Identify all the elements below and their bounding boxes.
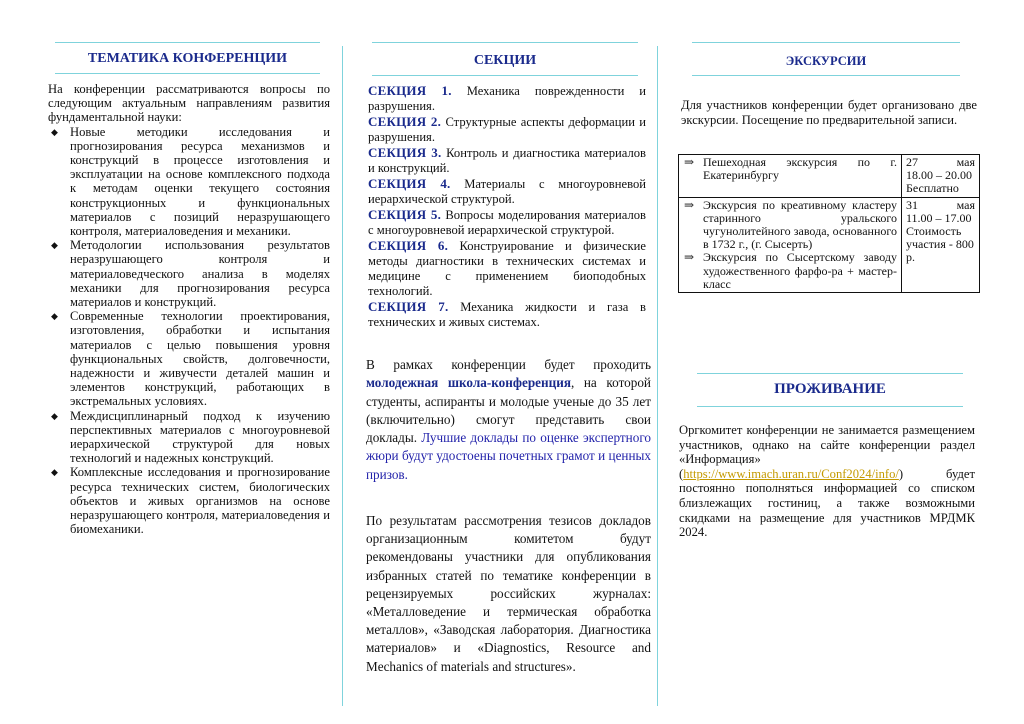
section-item: СЕКЦИЯ 5. Вопросы моделирования материалов с многоуровневой иерархической структурой. — [368, 207, 646, 237]
topic-item: ◆ Новые методики исследования и прогнозирования ресурса механизмов и конструкций в процессе изготовления и эксплуатации на основе комплексного подхода к методам оценки текущего состояния конструкционных и функциональных материалов с позиций неразрушающего контроля, материаловедения и механики. — [51, 124, 330, 239]
heading-rule-bottom — [697, 406, 963, 407]
topic-item: ◆ Комплексные исследования и прогнозирование ресурса технических систем, биологических объектов и живых организмов на основе неразрушающего контроля, материаловедения и биомеханики. — [51, 465, 330, 537]
topic-item: ◆ Междисциплинарный подход к изучению перспективных материалов с многоуровневой иерархической структурой для новых технологий и надежных конструкций. — [51, 408, 330, 466]
topics-heading: ТЕМАТИКА КОНФЕРЕНЦИИ — [87, 51, 288, 66]
section-item: СЕКЦИЯ 1. Механика поврежденности и разрушения. — [368, 83, 647, 113]
table-row — [679, 197, 980, 292]
bullet-diamond-icon: ◆ — [51, 240, 58, 251]
topics-block — [48, 82, 330, 537]
section-item: СЕКЦИЯ 3. Контроль и диагностика материалов и конструкций. — [368, 145, 647, 175]
topics-intro: На конференции рассматриваются вопросы по следующим актуальным направлениям развития фундаментальной науки: — [48, 82, 330, 125]
sections-heading: СЕКЦИИ — [473, 53, 537, 68]
excursion-description-cell — [679, 155, 902, 198]
heading-rule-bottom — [55, 73, 320, 74]
bullet-diamond-icon: ◆ — [51, 126, 58, 137]
youth-school-highlight: молодежная школа-конференция — [366, 375, 571, 391]
arrow-right-icon: ⇒ — [684, 155, 695, 169]
excursion-item: ⇒ Пешеходная экскурсия по г. Екатеринбургу — [684, 155, 897, 183]
heading-rule-top — [372, 42, 638, 43]
heading-rule-bottom — [372, 75, 638, 76]
awards-note: Лучшие доклады по оценке экспертного жюри будут удостоены почетных грамот и ценных призов. — [366, 430, 652, 482]
excursion-schedule-cell: 31 мая 11.00 – 17.00 Стоимость участия - 800 р. — [902, 197, 980, 292]
bullet-diamond-icon: ◆ — [51, 311, 58, 322]
sections-list — [368, 83, 646, 330]
section-item: СЕКЦИЯ 4. Материалы с многоуровневой иерархической структурой. — [368, 176, 646, 206]
youth-school-paragraph: В рамках конференции будет проходить молодежная школа-конференция, на которой студенты, аспиранты и молодые ученые до 35 лет (включительно) смогут представить свои доклады. Лучшие доклады по оценке экспертного жюри будут удостоены почетных грамот и ценных призов. — [366, 357, 652, 482]
bullet-diamond-icon: ◆ — [51, 467, 58, 478]
heading-rule-top — [55, 42, 320, 43]
section-item: СЕКЦИЯ 2. Структурные аспекты деформации и разрушения. — [368, 114, 647, 144]
section-item: СЕКЦИЯ 7. Механика жидкости и газа в технических и живых системах. — [368, 299, 646, 329]
column-divider-2 — [657, 46, 658, 706]
conference-info-link[interactable]: https://www.imach.uran.ru/Conf2024/info/ — [683, 466, 899, 481]
table-row — [679, 155, 980, 198]
topics-list — [48, 125, 330, 537]
heading-rule-top — [697, 373, 963, 374]
bullet-diamond-icon: ◆ — [51, 410, 58, 421]
housing-heading: ПРОЖИВАНИЕ — [774, 381, 886, 397]
arrow-right-icon: ⇒ — [684, 197, 695, 212]
column-divider-1 — [342, 46, 343, 706]
section-item: СЕКЦИЯ 6. Конструирование и физические методы диагностики в технических системах и медицине с применением биоподобных технологий. — [368, 238, 646, 298]
excursion-item: ⇒ Экскурсия по креативному кластеру старинного уральского чугунолитейного завода, основанного в 1732 г., (г. Сысерть) — [684, 197, 897, 252]
heading-rule-bottom — [692, 75, 960, 76]
excursion-description-cell — [679, 197, 902, 292]
topic-item: ◆ Современные технологии проектирования, изготовления, обработки и испытания материалов с целью повышения уровня функциональных свойств, долговечности, надежности и живучести деталей машин и элементов конструкций, работающих в экстремальных условиях. — [51, 309, 330, 409]
excursions-table — [678, 154, 980, 293]
excursion-item: ⇒ Экскурсия по Сысертскому заводу художественного фарфо-ра + мастер-класс — [684, 250, 897, 291]
topic-item: ◆ Методологии использования результатов неразрушающего контроля и материаловедческого анализа в моделях механики для прогнозирования ресурса материалов и конструкций. — [51, 238, 330, 310]
excursions-heading: ЭКСКУРСИИ — [785, 54, 867, 68]
housing-paragraph: Оргкомитет конференции не занимается размещением участников, однако на сайте конференции раздел «Информация» (https://www.imach.uran.ru/Conf2024/info/) будет постоянно пополняться информацией со списком близлежащих гостиниц, а также возможными скидками на размещение для участников МРДМК 2024. — [679, 423, 975, 540]
heading-rule-top — [692, 42, 960, 43]
publication-paragraph: По результатам рассмотрения тезисов докладов организационным комитетом будут рекомендованы участники для опубликования избранных статей по тематике конференции в рецензируемых российских журналах: «Металловедение и термическая обработка металлов», «Заводская лаборатория. Диагностика материалов» и «Diagnostics, Resource and Mechanics of materials and structures». — [366, 513, 651, 674]
excursion-schedule-cell: 27 мая 18.00 – 20.00 Бесплатно — [902, 155, 980, 198]
excursions-intro: Для участников конференции будет организовано две экскурсии. Посещение по предварительной записи. — [681, 98, 977, 127]
arrow-right-icon: ⇒ — [684, 250, 695, 265]
